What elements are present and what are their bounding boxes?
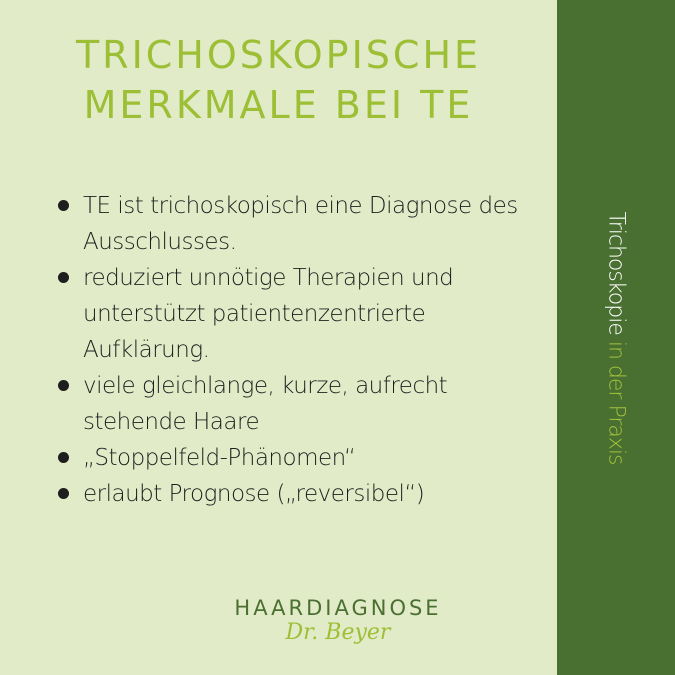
page-title	[0, 30, 557, 130]
bullet-text: erlaubt Prognose („reversibel“)	[83, 481, 425, 507]
bullet-list	[58, 188, 538, 512]
bullet-dot-icon	[58, 452, 69, 463]
bullet-dot-icon	[58, 380, 69, 391]
bullet-text: „Stoppelfeld-Phänomen“	[83, 445, 356, 471]
bullet-item	[58, 188, 538, 260]
bullet-text: TE ist trichoskopisch eine Diagnose des Ausschlusses.	[83, 193, 518, 255]
brand-logo: HAARDIAGNOSE	[234, 596, 442, 620]
bullet-dot-icon	[58, 488, 69, 499]
bullet-text: viele gleichlange, kurze, aufrecht stehende Haare	[83, 373, 448, 435]
sidebar-caption-part2: in der Praxis	[603, 340, 629, 465]
title-line-2: MERKMALE BEI TE	[83, 83, 474, 127]
bullet-text: reduziert unnötige Therapien und unterstützt patientenzentrierte Aufklärung.	[83, 265, 454, 363]
bullet-dot-icon	[58, 272, 69, 283]
bullet-item	[58, 476, 538, 512]
bullet-item	[58, 440, 538, 476]
title-line-1: TRICHOSKOPISCHE	[75, 33, 482, 77]
bullet-item	[58, 260, 538, 368]
sidebar-caption	[604, 212, 629, 465]
brand-signature: Dr. Beyer	[285, 620, 391, 645]
sidebar-caption-part1: Trichoskopie	[603, 211, 629, 341]
bullet-dot-icon	[58, 200, 69, 211]
bullet-item	[58, 368, 538, 440]
